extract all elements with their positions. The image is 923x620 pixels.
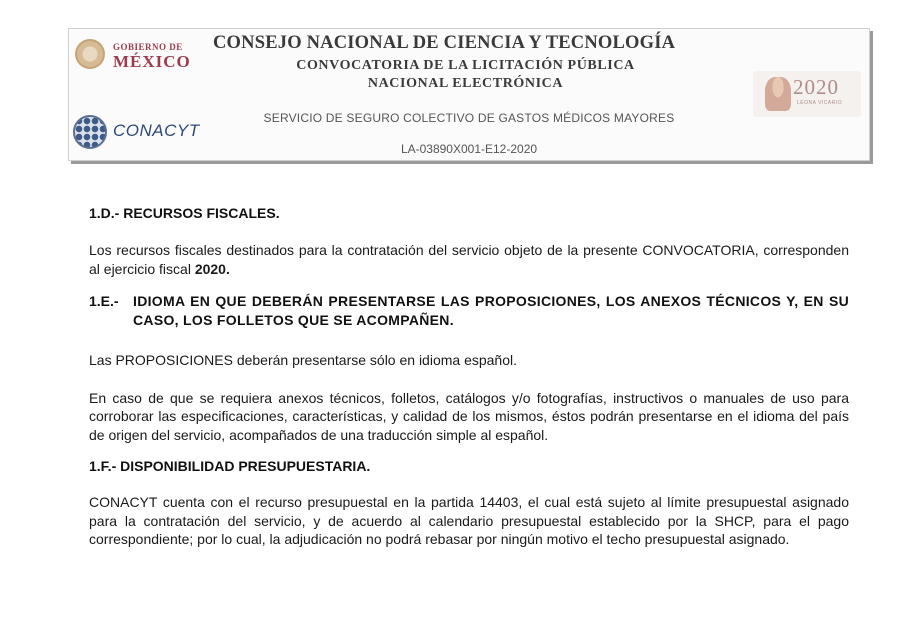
section-1d-heading: 1.D.- RECURSOS FISCALES.	[89, 205, 280, 221]
header-tender-code: LA-03890X001-E12-2020	[400, 142, 538, 156]
section-1d-text: Los recursos fiscales destinados para la contratación del servicio objeto de la presente CONVOCATORIA, corresponden al ejercicio fiscal	[89, 242, 849, 277]
section-1e-paragraph-2: En caso de que se requiera anexos técnicos, folletos, catálogos y/o fotografías, instructivos o manuales de uso para corroborar las especificaciones, características, y calidad de los mismos, éstos podrán presentarse en el idioma del país de origen del servicio, acompañados de una traducción simple al español.	[89, 389, 849, 443]
header-subtitle-line1: CONVOCATORIA DE LA LICITACIÓN PÚBLICA	[296, 58, 635, 73]
conacyt-mark-icon	[73, 115, 107, 149]
badge-subtitle: LEONA VICARIO	[797, 100, 843, 106]
section-1e-title: IDIOMA EN QUE DEBERÁN PRESENTARSE LAS PROPOSICIONES, LOS ANEXOS TÉCNICOS Y, EN SU CASO, LOS FOLLETOS QUE SE ACOMPAÑEN.	[133, 293, 849, 328]
section-1d-paragraph	[89, 241, 849, 278]
section-1e-paragraph-1: Las PROPOSICIONES deberán presentarse sólo en idioma español.	[89, 352, 518, 368]
section-1d-fiscal-year: 2020.	[194, 260, 230, 277]
header-title: CONSEJO NACIONAL DE CIENCIA Y TECNOLOGÍA	[213, 33, 676, 53]
header-service: SERVICIO DE SEGURO COLECTIVO DE GASTOS MÉDICOS MAYORES	[263, 111, 675, 125]
conacyt-logo	[73, 115, 203, 153]
badge-year: 2020	[793, 75, 839, 99]
section-1f-heading: 1.F.- DISPONIBILIDAD PRESUPUESTARIA.	[89, 458, 371, 474]
document-header	[68, 28, 870, 161]
section-1f-paragraph: CONACYT cuenta con el recurso presupuestal en la partida 14403, el cual está sujeto al límite presupuestal asignado para la contratación del servicio, y de acuerdo al calendario presupuestal establecido por la SHCP, para el pago correspondiente; por lo cual, la adjudicación no podrá rebasar por ningún motivo el techo presupuestal asignado.	[89, 494, 849, 547]
document-body	[89, 205, 849, 549]
conacyt-logo-text: CONACYT	[113, 121, 200, 140]
leona-vicario-2020-badge	[753, 71, 861, 117]
leona-vicario-portrait-icon	[765, 77, 791, 111]
header-subtitle-line2: NACIONAL ELECTRÓNICA	[367, 76, 564, 91]
national-seal-icon	[75, 39, 105, 69]
section-1e-heading	[89, 292, 849, 330]
gobierno-logo-line2: MÉXICO	[113, 52, 191, 71]
gobierno-logo-line1: GOBIERNO DE	[113, 42, 183, 52]
gobierno-de-mexico-logo	[75, 39, 200, 71]
section-1e-number: 1.E.-	[89, 293, 119, 309]
